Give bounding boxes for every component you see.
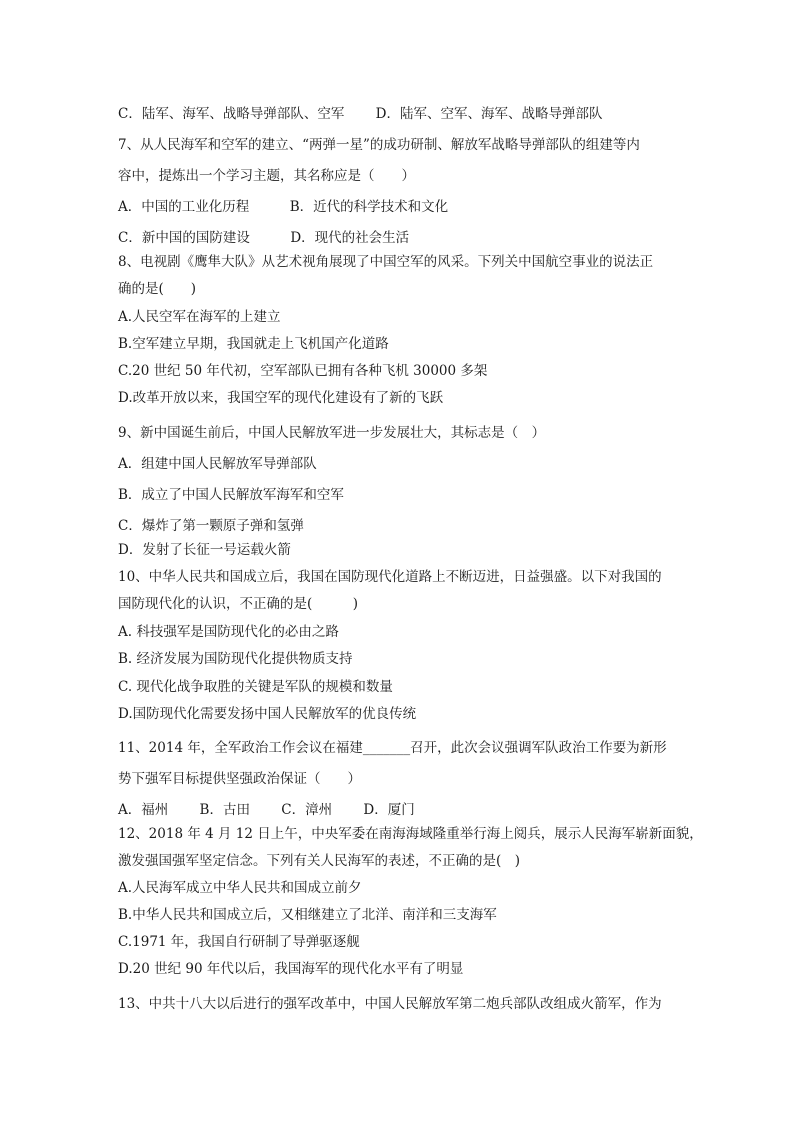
question-10-option-a: A. 科技强军是国防现代化的必由之路 [118, 624, 339, 640]
question-12-option-b: B.中华人民共和国成立后，又相继建立了北洋、南洋和三支海军 [118, 907, 497, 923]
question-7-stem-cont: 容中，提炼出一个学习主题，其名称应是（ ） [118, 168, 415, 184]
question-9-option-a: A．组建中国人民解放军导弹部队 [118, 456, 317, 472]
question-13-stem: 13、中共十八大以后进行的强军改革中，中国人民解放军第二炮兵部队改组成火箭军，作为 [118, 996, 662, 1012]
question-8-option-a: A.人民空军在海军的上建立 [118, 309, 281, 325]
question-10-option-d: D.国防现代化需要发扬中国人民解放军的优良传统 [118, 706, 417, 722]
question-8-stem-cont: 确的是( ) [118, 281, 197, 297]
question-10-stem-cont: 国防现代化的认识，不正确的是( ) [118, 596, 359, 612]
question-10-option-b: B. 经济发展为国防现代化提供物质支持 [118, 651, 353, 667]
question-8-option-c: C.20 世纪 50 年代初，空军部队已拥有各种飞机 30000 多架 [118, 363, 488, 379]
question-11-stem: 11、2014 年，全军政治工作会议在福建_______召开，此次会议强调军队政治工作要为新形 [118, 740, 667, 756]
question-10-stem: 10、中华人民共和国成立后，我国在国防现代化道路上不断迈进，日益强盛。以下对我国的 [118, 569, 662, 585]
question-9-stem: 9、新中国诞生前后，中国人民解放军进一步发展壮大，其标志是（ ） [118, 425, 546, 441]
question-12-stem: 12、2018 年 4 月 12 日上午，中央军委在南海海域隆重举行海上阅兵，展示人民海军崭新面貌， [118, 826, 703, 842]
question-7-stem: 7、从人民海军和空军的建立、“两弹一星”的成功研制、解放军战略导弹部队的组建等内 [118, 137, 640, 153]
question-12-option-d: D.20 世纪 90 年代以后，我国海军的现代化水平有了明显 [118, 961, 464, 977]
question-9-option-d: D．发射了长征一号运载火箭 [118, 542, 291, 558]
question-8-option-b: B.空军建立早期，我国就走上飞机国产化道路 [118, 336, 389, 352]
question-8-stem: 8、电视剧《鹰隼大队》从艺术视角展现了中国空军的风采。下列关中国航空事业的说法正 [118, 254, 654, 270]
question-7-options-cd: C．新中国的国防建设 D．现代的社会生活 [118, 230, 410, 246]
option-line: C．陆军、海军、战略导弹部队、空军 D．陆军、空军、海军、战略导弹部队 [118, 106, 603, 122]
question-11-options: A．福州 B．古田 C．漳州 D．厦门 [118, 802, 415, 818]
question-12-stem-cont: 激发强国强军坚定信念。下列有关人民海军的表述，不正确的是( ) [118, 853, 521, 869]
question-7-options-ab: A．中国的工业化历程 B．近代的科学技术和文化 [118, 199, 449, 215]
question-8-option-d: D.改革开放以来，我国空军的现代化建设有了新的飞跃 [118, 390, 444, 406]
question-9-option-c: C．爆炸了第一颗原子弹和氢弹 [118, 518, 304, 534]
question-9-option-b: B．成立了中国人民解放军海军和空军 [118, 487, 344, 503]
question-12-option-c: C.1971 年，我国自行研制了导弹驱逐舰 [118, 934, 360, 950]
question-11-stem-cont: 势下强军目标提供坚强政治保证（ ） [118, 771, 361, 787]
question-10-option-c: C. 现代化战争取胜的关键是军队的规模和数量 [118, 679, 393, 695]
question-12-option-a: A.人民海军成立中华人民共和国成立前夕 [118, 880, 362, 896]
